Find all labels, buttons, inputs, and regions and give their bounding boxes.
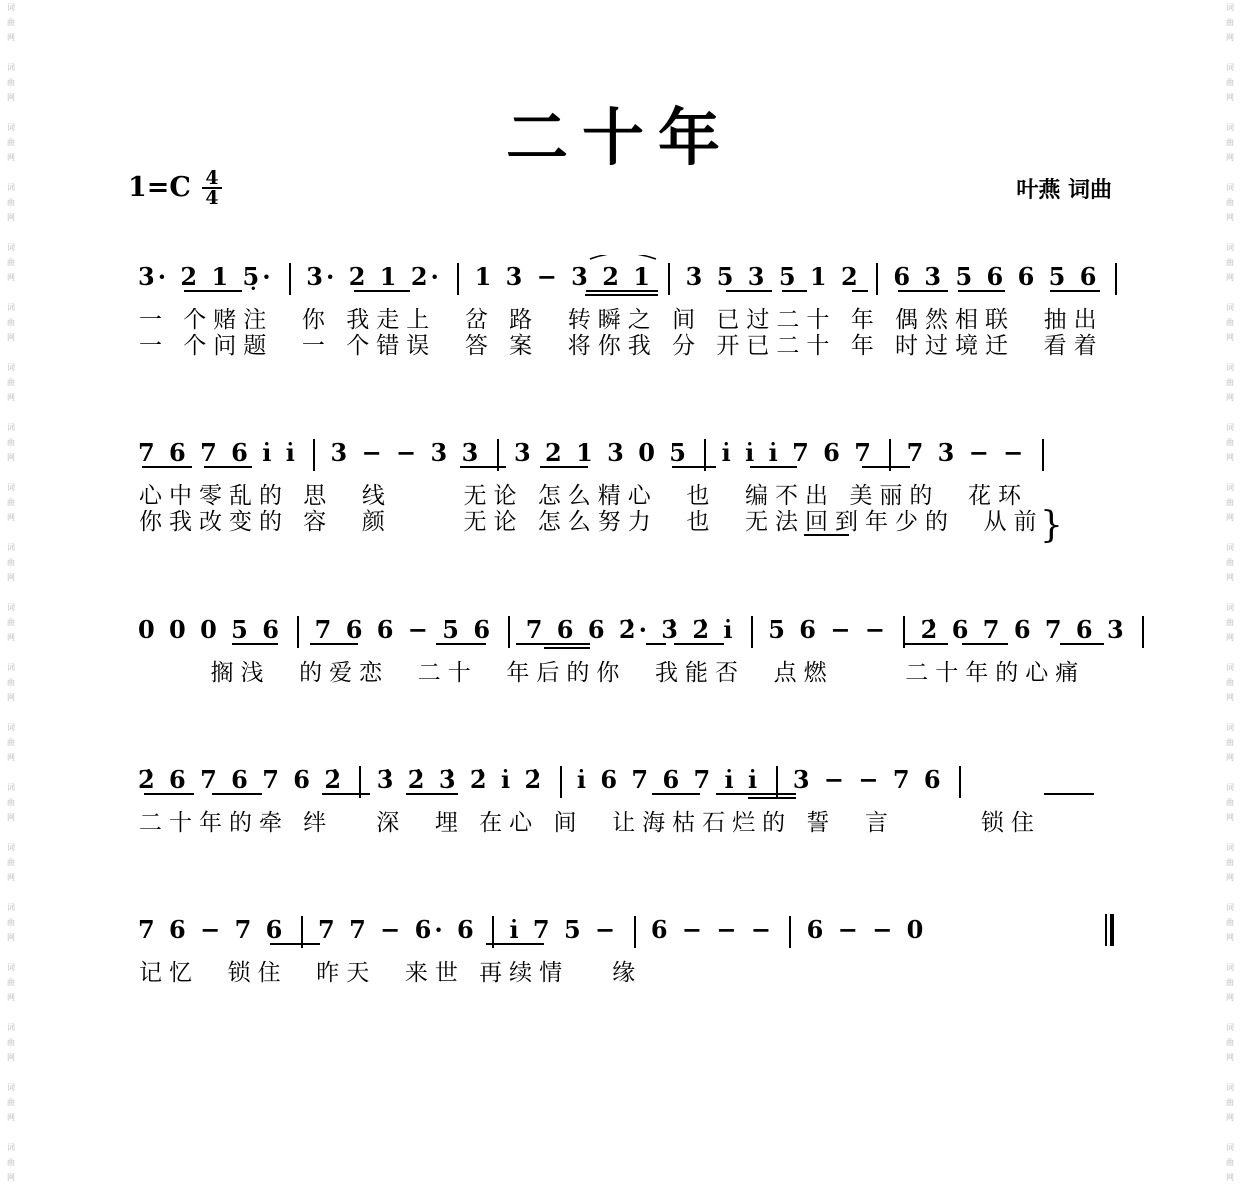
author-credit: 叶燕 词曲 xyxy=(1016,178,1112,203)
watermark-glyph: 词 曲 网 xyxy=(7,243,15,282)
barline xyxy=(789,916,791,948)
watermark-glyph: 词 曲 网 xyxy=(1226,423,1234,462)
barline xyxy=(457,263,459,295)
barline xyxy=(634,916,636,948)
watermark-glyph: 词 曲 网 xyxy=(1226,63,1234,102)
watermark-glyph: 词 曲 网 xyxy=(7,723,15,762)
notation-line-2: 7 6 7 6 i̇ i̇ 3 − − 3 3 3 2 1 3 0 5 i̇ i̇ i̇ 7 6 7 7 3 − − xyxy=(138,431,1118,475)
notation-line-1: 3· 2 1 5̣· 3· 2 1 2· 1 3 − 3 2 1 3 5 3 5 1 2 6 3 5 6 6 5 6 xyxy=(138,255,1118,299)
watermark-glyph: 词 曲 网 xyxy=(7,423,15,462)
watermark-glyph: 词 曲 网 xyxy=(1226,663,1234,702)
barline xyxy=(959,766,961,798)
watermark-glyph: 词 曲 网 xyxy=(1226,123,1234,162)
watermark-glyph: 词 曲 网 xyxy=(7,63,15,102)
watermark-glyph: 词 曲 网 xyxy=(1226,843,1234,882)
barline xyxy=(301,916,303,948)
notation-line-4: 2̇ 6 7 6 7 6 2̇ 3̇ 2̇ 3̇ 2̇ i̇ 2̇ i̇ 6 7 6 7 i̇ i̇ 3 − − 7 6 xyxy=(138,758,1118,802)
lyric-line-1-verse-2: 一 个问题 一 个错误 答 案 将你我 分 开已二十 年 时过境迁 看着 xyxy=(139,333,1104,359)
barline xyxy=(492,916,494,948)
watermark-glyph: 词 曲 网 xyxy=(1226,1083,1234,1122)
music-system-1 xyxy=(0,255,1240,365)
barline xyxy=(1142,616,1144,648)
key-signature: 1=C xyxy=(128,172,191,203)
watermark-glyph: 词 曲 网 xyxy=(1226,183,1234,222)
lyric-line-2-verse-2: 你我改变的 容 颜 无论 怎么努力 也 无法回到年少的 从前 xyxy=(139,509,1044,535)
watermark-glyph: 词 曲 网 xyxy=(1226,783,1234,822)
lyric-line-1-verse-1: 一 个赌注 你 我走上 岔 路 转瞬之 间 已过二十 年 偶然相联 抽出 xyxy=(139,307,1104,333)
watermark-glyph: 词 曲 网 xyxy=(7,183,15,222)
verse-brace: } xyxy=(1040,505,1063,546)
watermark-glyph: 词 曲 网 xyxy=(7,1143,15,1182)
barline xyxy=(903,616,905,648)
barline xyxy=(751,616,753,648)
watermark-glyph: 词 曲 网 xyxy=(7,483,15,522)
watermark-glyph: 词 曲 网 xyxy=(1226,3,1234,42)
watermark-glyph: 词 曲 网 xyxy=(1226,363,1234,402)
barline xyxy=(776,766,778,798)
watermark-glyph: 词 曲 网 xyxy=(1226,543,1234,582)
barline xyxy=(297,616,299,648)
barline xyxy=(497,439,499,471)
song-title: 二十年 xyxy=(505,101,734,174)
watermark-glyph: 词 曲 网 xyxy=(7,843,15,882)
music-system-5 xyxy=(0,908,1240,1018)
music-system-2 xyxy=(0,431,1240,546)
watermark-glyph: 词 曲 网 xyxy=(1226,483,1234,522)
watermark-glyph: 词 曲 网 xyxy=(7,903,15,942)
barline xyxy=(359,766,361,798)
watermark-glyph: 词 曲 网 xyxy=(7,1023,15,1062)
barline xyxy=(289,263,291,295)
watermark-glyph: 词 曲 网 xyxy=(1226,303,1234,342)
watermark-glyph: 词 曲 网 xyxy=(1226,1143,1234,1182)
lyric-line-5: 记忆 锁住 昨天 来世 再续情 缘 xyxy=(139,960,643,986)
barline xyxy=(1042,439,1044,471)
lyric-line-4: 二十年的牵 绊 深 埋 在心 间 让海枯石烂的 誓 言 锁住 xyxy=(139,810,1041,836)
lyric-line-2-verse-1: 心中零乱的 思 线 无论 怎么精心 也 编不出 美丽的 花环 xyxy=(139,483,1028,509)
watermark-glyph: 词 曲 网 xyxy=(7,123,15,162)
watermark-glyph: 词 曲 网 xyxy=(1226,723,1234,762)
barline xyxy=(1115,263,1117,295)
watermark-glyph: 词 曲 网 xyxy=(7,663,15,702)
time-signature-bottom: 4 xyxy=(205,187,219,209)
watermark-glyph: 词 曲 网 xyxy=(1226,1023,1234,1062)
watermark-glyph: 词 曲 网 xyxy=(1226,903,1234,942)
barline xyxy=(313,439,315,471)
barline xyxy=(704,439,706,471)
lyric-line-3: 搁浅 的爱恋 二十 年后的你 我能否 点燃 二十年的心痛 xyxy=(139,660,1086,686)
watermark-glyph: 词 曲 网 xyxy=(7,3,15,42)
barline xyxy=(668,263,670,295)
notation-line-3: 0 0 0 5 6 7 6 6 − 5 6 7 6 6 2̇· 3̇ 2̇ i̇ 5 6 − − 2̇ 6 7 6 7 6 3 xyxy=(138,608,1118,652)
music-system-4 xyxy=(0,758,1240,868)
notation-line-5: 7 6 − 7 6 7 7 − 6· 6 i̇ 7 5 − 6 − − − 6 − − 0 xyxy=(138,908,1118,952)
watermark-glyph: 词 曲 网 xyxy=(1226,603,1234,642)
barline xyxy=(508,616,510,648)
watermark-glyph: 词 曲 网 xyxy=(7,303,15,342)
time-signature xyxy=(201,169,223,207)
barline xyxy=(889,439,891,471)
watermark-glyph: 词 曲 网 xyxy=(7,783,15,822)
music-system-3 xyxy=(0,608,1240,718)
barline xyxy=(876,263,878,295)
watermark-glyph: 词 曲 网 xyxy=(7,1083,15,1122)
watermark-glyph: 词 曲 网 xyxy=(1226,243,1234,282)
watermark-glyph: 词 曲 网 xyxy=(1226,963,1234,1002)
watermark-glyph: 词 曲 网 xyxy=(7,363,15,402)
barline xyxy=(560,766,562,798)
watermark-glyph: 词 曲 网 xyxy=(7,543,15,582)
watermark-glyph: 词 曲 网 xyxy=(7,603,15,642)
watermark-glyph: 词 曲 网 xyxy=(7,963,15,1002)
time-signature-top: 4 xyxy=(205,167,219,189)
